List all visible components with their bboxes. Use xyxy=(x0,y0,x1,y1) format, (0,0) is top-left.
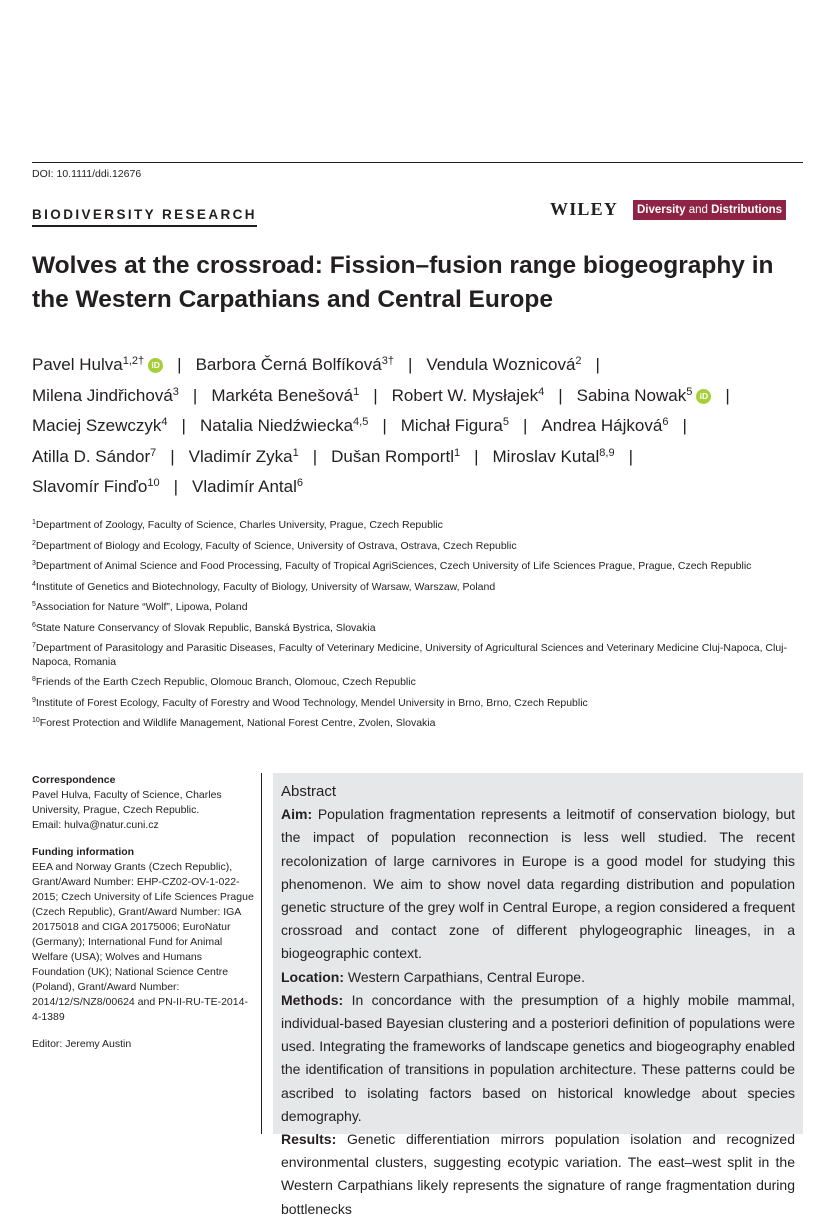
author: Slavomír Finďo$^{10}$ xyxy=(32,477,160,496)
author-separator: | xyxy=(177,355,182,374)
section-label: BIODIVERSITY RESEARCH xyxy=(32,207,257,227)
affiliation-list xyxy=(32,519,792,738)
author-separator: | xyxy=(373,385,378,405)
author-separator: | xyxy=(628,446,633,466)
funding-block xyxy=(32,845,254,1025)
journal-word-1: Diversity xyxy=(636,204,686,216)
abstract-methods: Methods: In concordance with the presumption of a highly mobile mammal, individual-based Bayesian clustering and a posteriori definition of populations were used. Integrating the frameworks of landscape genetics and biogeography enabled the identification of transitions in population architecture. These patterns could be ascribed to isolating factors based on historical knowledge about species demography. xyxy=(281,991,795,1124)
author: Vendula Woznicová$^2$ xyxy=(426,355,582,374)
correspondence-block xyxy=(32,773,254,833)
author-separator: | xyxy=(595,355,600,374)
author-separator: | xyxy=(173,477,178,496)
author: Vladimír Antal$^6$ xyxy=(192,477,304,496)
correspondence-heading: Correspondence xyxy=(32,774,116,786)
author-separator: | xyxy=(192,385,198,405)
orcid-icon[interactable]: iD xyxy=(148,358,163,373)
author-separator: | xyxy=(407,355,413,374)
author-separator: | xyxy=(181,416,186,435)
journal-word-3: Distributions xyxy=(711,204,783,216)
journal-word-2: and xyxy=(688,204,708,216)
author: Dušan Romportl$^1$ xyxy=(331,446,461,466)
funding-body: EEA and Norway Grants (Czech Republic), Grant/Award Number: EHP-CZ02-OV-1-022-2015; Czech University of Life Sciences Prague (Czech Republic), Grant/Award Number: IGA 20175018 and CIGA 20175006; EuroNatur (Germany); International Fund for Animal Welfare (USA); Wolves and Humans Foundation (UK); National Science Centre (Poland), Grant/Award Number: 2014/12/S/NZ8/00624 and PN-II-RU-TE-2014-4-1389 xyxy=(32,861,254,1023)
correspondence-email[interactable]: Email: hulva@natur.cuni.cz xyxy=(32,819,159,831)
author: Andrea Hájková$^6$ xyxy=(541,416,669,435)
affiliation: $^5$Association for Nature “Wolf”, Lipowa, Poland xyxy=(32,601,248,613)
funding-heading: Funding information xyxy=(32,846,135,858)
column-divider xyxy=(261,773,262,1134)
article-title xyxy=(32,249,812,317)
author: Milena Jindřichová$^3$ xyxy=(32,385,179,405)
author-separator: | xyxy=(312,446,318,466)
author-separator: | xyxy=(558,385,563,405)
author: Michał Figura$^5$ xyxy=(400,416,509,435)
author: Sabina Nowak$^5$ iD xyxy=(577,386,712,405)
affiliation: $^7$Department of Parasitology and Parasitic Diseases, Faculty of Veterinary Medicine, University of Agricultural Sciences and Veterinary Medicine Cluj-Napoca, Cluj-Napoca, Romania xyxy=(32,642,787,668)
doi[interactable]: DOI: 10.1111/ddi.12676 xyxy=(32,168,142,180)
affiliation: $^9$Institute of Forest Ecology, Faculty of Forestry and Wood Technology, Mendel University in Brno, Brno, Czech Republic xyxy=(32,696,588,709)
abstract-location: Location: Western Carpathians, Central Europe. xyxy=(281,968,585,985)
author-separator: | xyxy=(382,416,387,435)
journal-badge xyxy=(633,200,786,220)
author-separator: | xyxy=(682,416,687,435)
abstract-heading: Abstract xyxy=(281,783,337,800)
affiliation: $^4$Institute of Genetics and Biotechnology, Faculty of Biology, University of Warsaw, Warszaw, Poland xyxy=(32,580,496,593)
abstract-box xyxy=(273,773,803,1217)
title-line-1: Wolves at the crossroad: Fission–fusion range biogeography in xyxy=(32,252,774,279)
article-sidebar xyxy=(32,773,254,1064)
author: Maciej Szewczyk$^4$ xyxy=(32,416,168,435)
author-separator: | xyxy=(474,446,479,466)
affiliation: $^8$Friends of the Earth Czech Republic, Olomouc Branch, Olomouc, Czech Republic xyxy=(32,676,416,688)
affiliation: $^1$Department of Zoology, Faculty of Science, Charles University, Prague, Czech Republic xyxy=(32,519,443,531)
correspondence-body: Pavel Hulva, Faculty of Science, Charles University, Prague, Czech Republic. xyxy=(32,789,222,816)
affiliation: $^3$Department of Animal Science and Food Processing, Faculty of Tropical AgriSciences, Czech University of Life Sciences Prague, Prague, Czech Republic xyxy=(32,560,752,572)
publisher-logo: WILEY xyxy=(550,199,619,219)
affiliation: $^2$Department of Biology and Ecology, Faculty of Science, University of Ostrava, Ostrava, Czech Republic xyxy=(32,539,517,552)
author: Barbora Černá Bolfíková$^{3\dagger}$ xyxy=(195,355,394,374)
author: Pavel Hulva$^{1,2\dagger}$ iD xyxy=(32,355,163,374)
affiliation: $^6$State Nature Conservancy of Slovak Republic, Banská Bystrica, Slovakia xyxy=(32,621,376,634)
author: Miroslav Kutal$^{8,9}$ xyxy=(492,446,615,466)
author: Atilla D. Sándor$^7$ xyxy=(32,446,157,466)
header-rule xyxy=(32,162,803,163)
affiliation: $^{10}$Forest Protection and Wildlife Management, National Forest Centre, Zvolen, Slovakia xyxy=(32,717,436,729)
abstract-aim: Aim: Population fragmentation represents a leitmotif of conservation biology, but the impact of population reconnection is less well studied. The recent recolonization of large carnivores in Europe is a good model for studying this phenomenon. We aim to show novel data regarding distribution and population genetic structure of the grey wolf in Central Europe, a region considered a frequent crossroad and contact zone of different phylogeographic lineages, in a biogeographic context. xyxy=(281,806,796,962)
abstract-results: Results: Genetic differentiation mirrors population isolation and recognized environmental clusters, suggesting ecotypic variation. The east–west split in the Western Carpathians likely represents the signature of range fragmentation during bottlenecks xyxy=(281,1131,795,1217)
author-separator: | xyxy=(170,446,175,466)
author-separator: | xyxy=(725,385,730,405)
title-line-2: the Western Carpathians and Central Europe xyxy=(32,286,553,313)
editor-line: Editor: Jeremy Austin xyxy=(32,1038,132,1050)
author: Natalia Niedźwiecka$^{4,5}$ xyxy=(199,416,369,435)
author-separator: | xyxy=(522,416,528,435)
orcid-icon[interactable]: iD xyxy=(696,389,711,404)
author: Markéta Benešová$^1$ xyxy=(211,385,360,405)
author-list xyxy=(32,350,812,503)
author: Vladimír Zyka$^1$ xyxy=(188,446,299,466)
author: Robert W. Mysłajek$^4$ xyxy=(391,385,545,405)
